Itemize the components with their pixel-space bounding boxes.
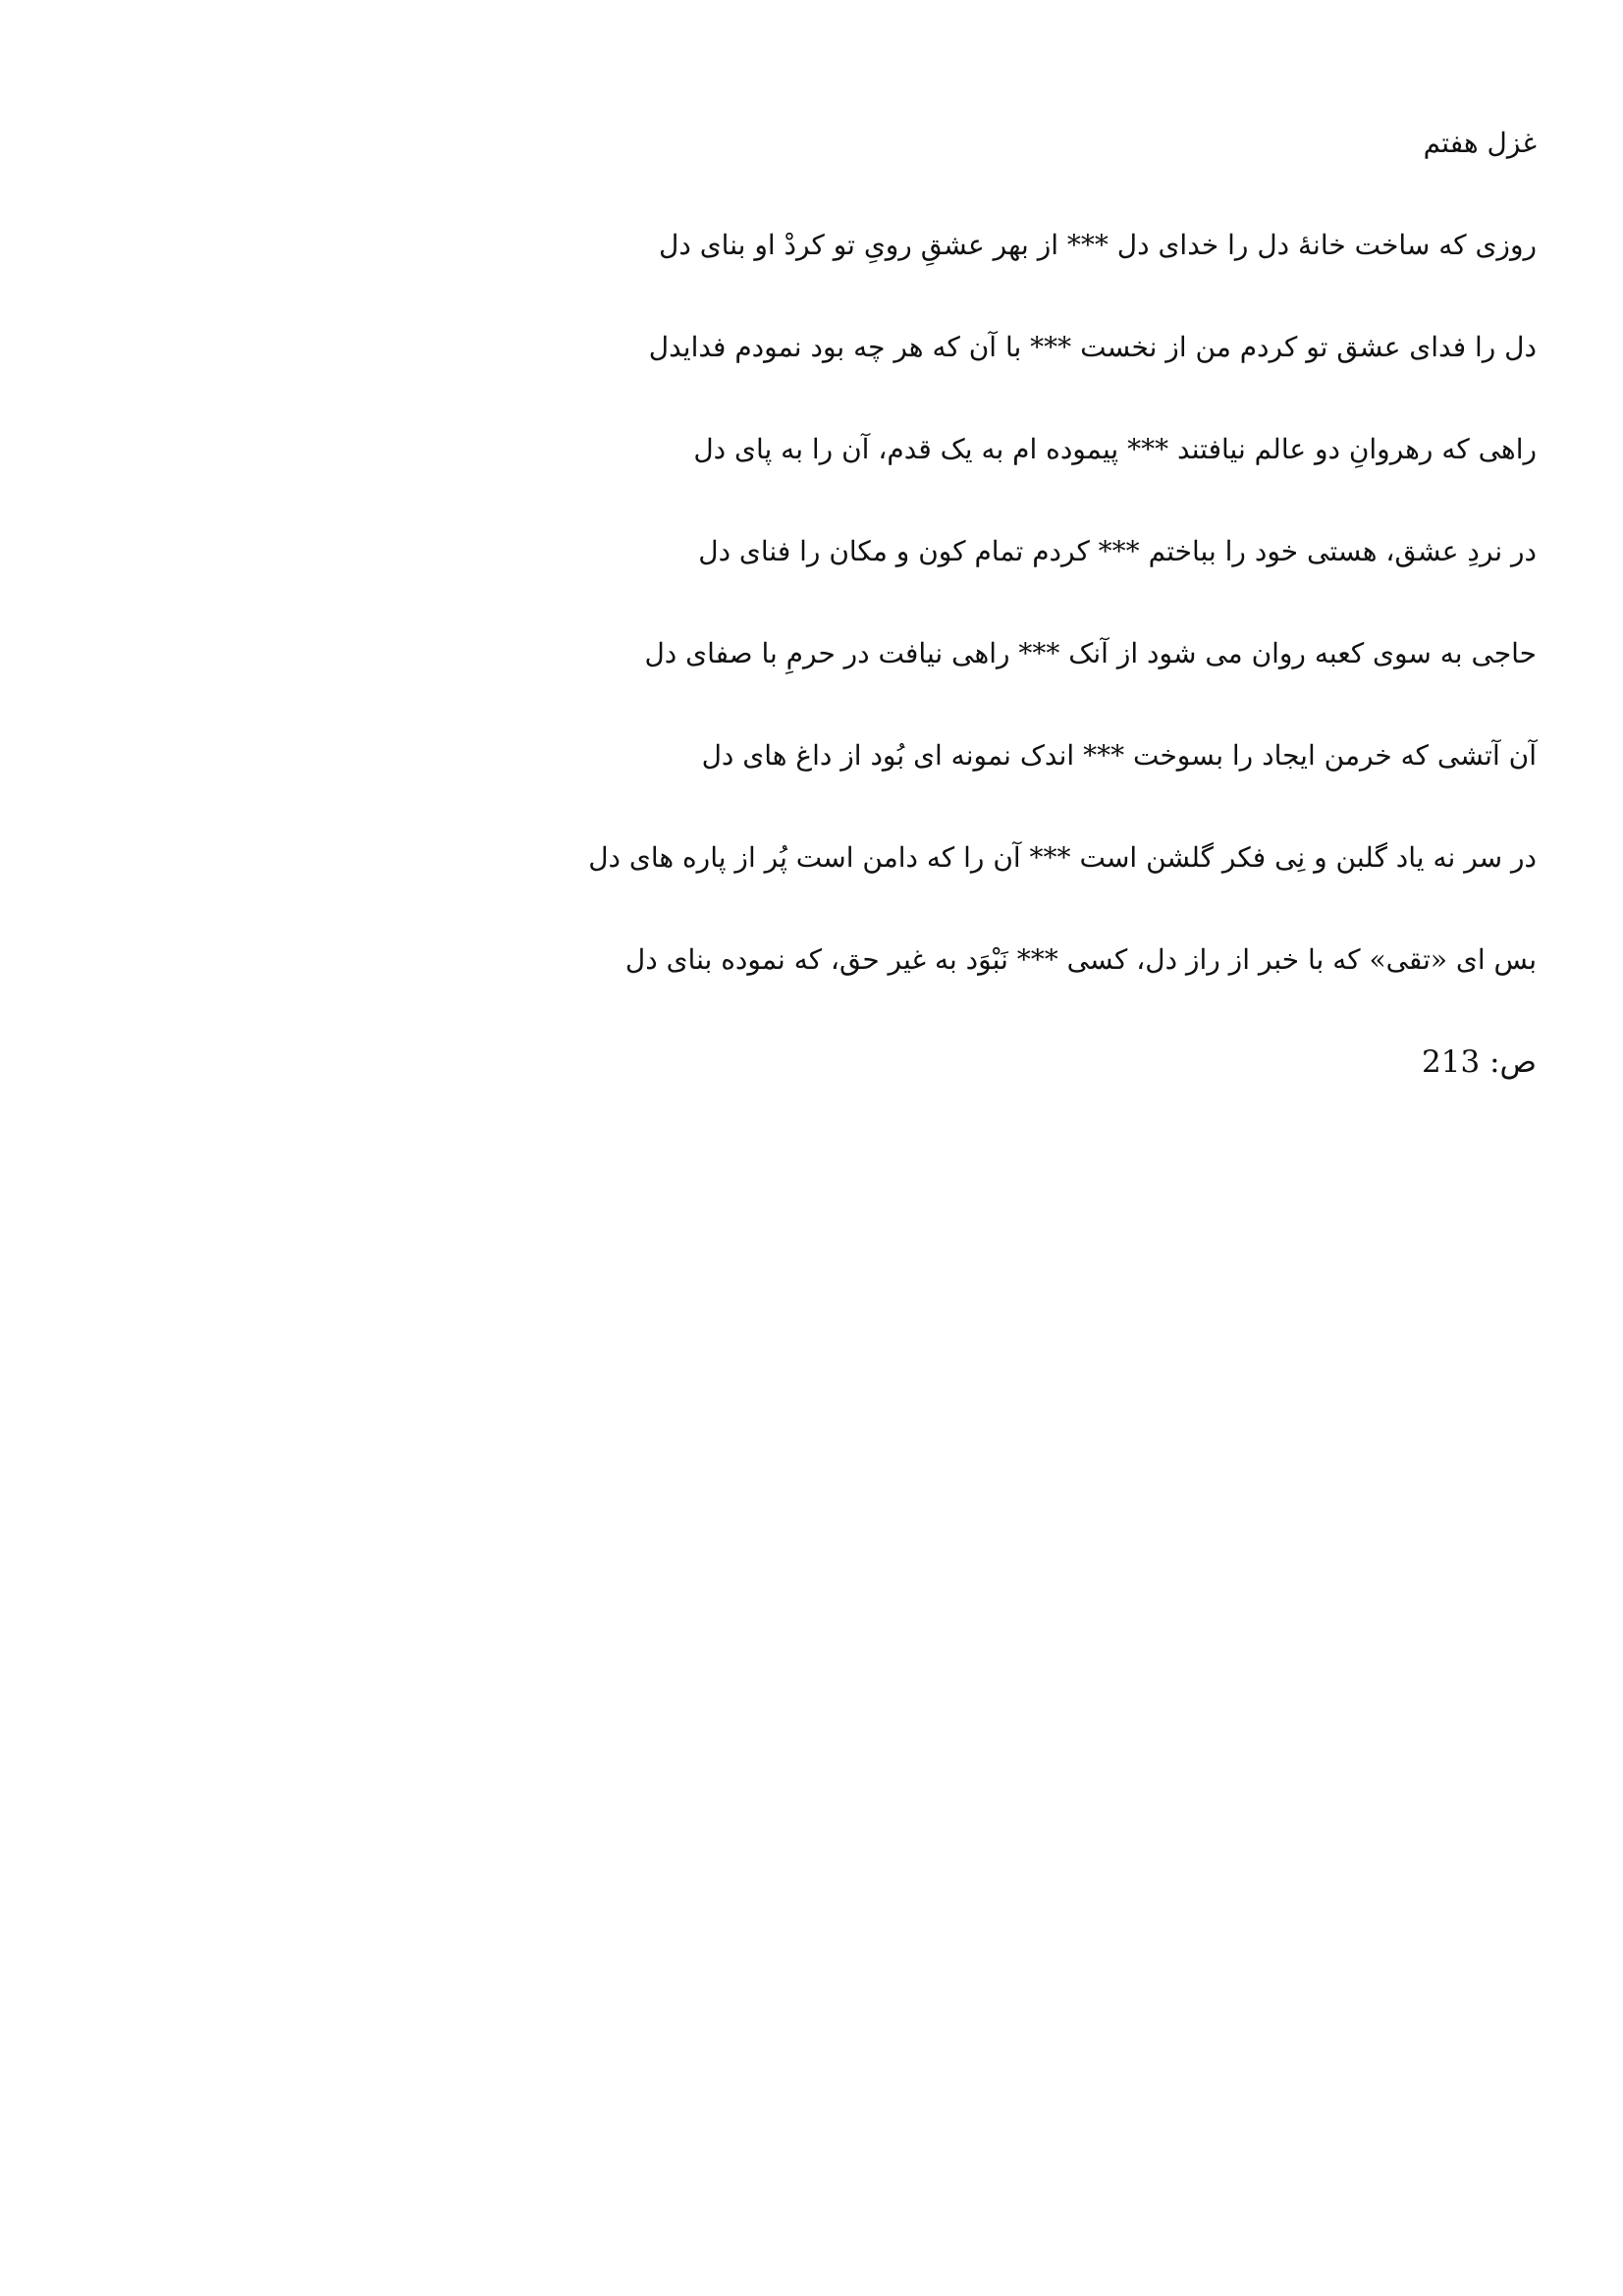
page-number: ص: 213 (1422, 1044, 1537, 1080)
verse-line: در سر نه یاد گلبن و نِی فکر گلشن است *** آن را که دامن است پُر از پاره های دل (588, 841, 1537, 874)
verse-line: در نردِ عشق، هستی خود را بباختم *** کردم تمام کون و مکان را فنای دل (698, 535, 1537, 567)
verse-line: بس ای «تقی» که با خبر از راز دل، کسی *** نَبْوَد به غیر حق، که نموده بنای دل (624, 943, 1537, 976)
poem-title: غزل هفتم (1423, 127, 1537, 159)
verse-line: روزی که ساخت خانۀ دل را خدای دل *** از بهر عشقِ رویِ تو کردْ او بنای دل (659, 229, 1537, 261)
verse-line: دل را فدای عشق تو کردم من از نخست *** با آن که هر چه بود نمودم فدایدل (648, 331, 1537, 363)
verse-line: آن آتشی که خرمن ایجاد را بسوخت *** اندک نمونه ای بُود از داغ های دل (701, 739, 1537, 772)
verse-line: حاجی به سوی کعبه روان می شود از آنک *** راهی نیافت در حرمِ با صفای دل (644, 637, 1537, 669)
poem-body (142, 116, 1537, 1090)
verse-line: راهی که رهروانِ دو عالم نیافتند *** پیموده ام به یک قدم، آن را به پای دل (693, 433, 1537, 465)
